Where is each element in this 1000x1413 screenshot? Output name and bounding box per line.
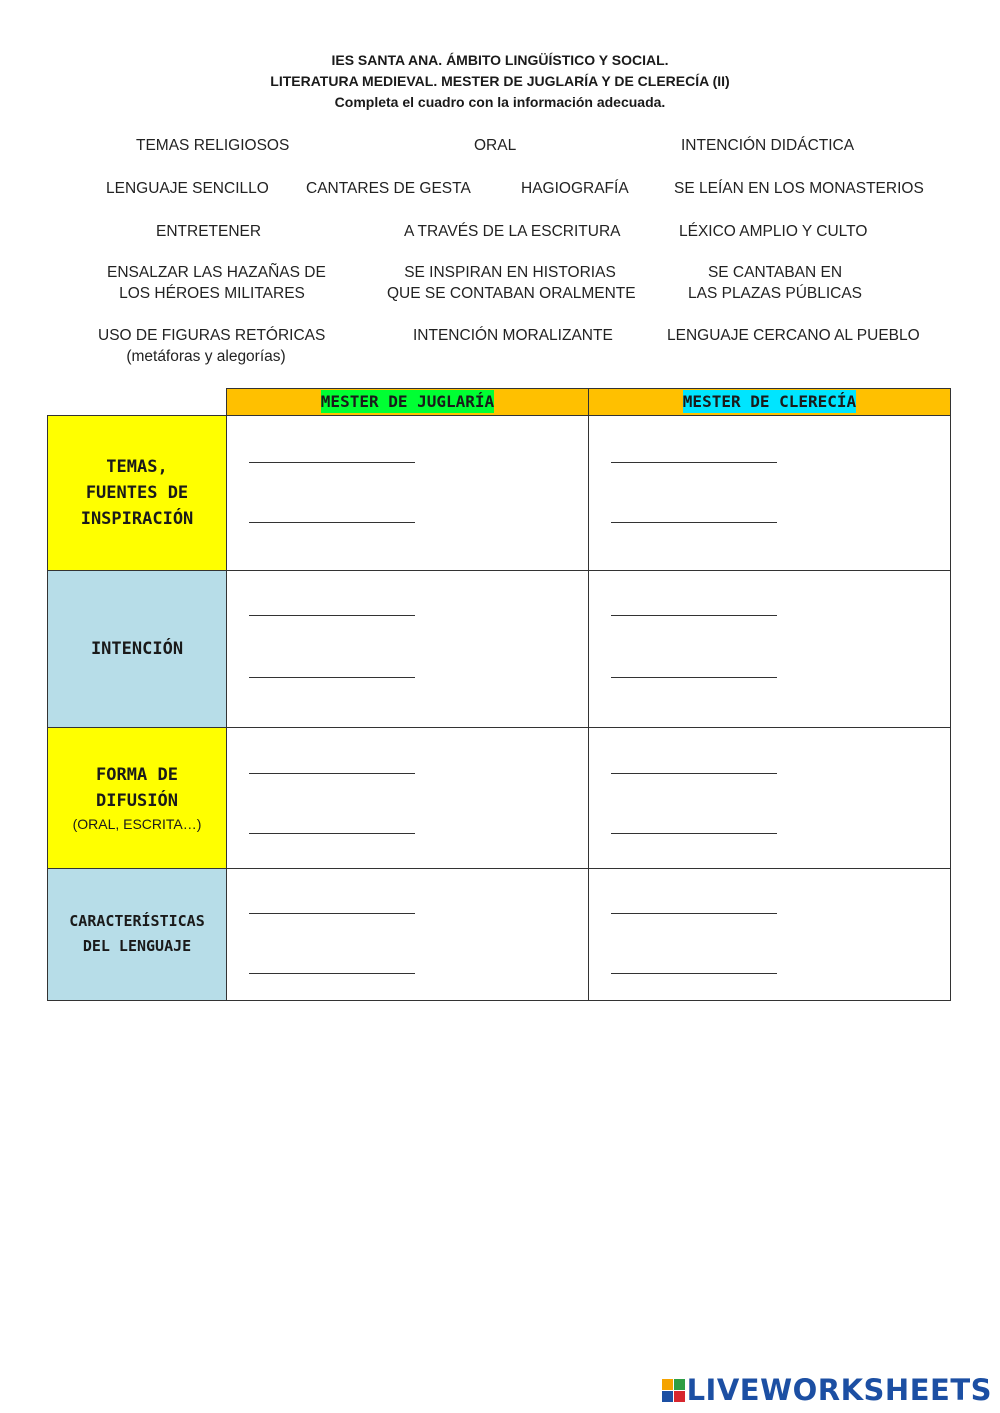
- header-instruction: Completa el cuadro con la información adecuada.: [334, 94, 666, 110]
- word-a-traves-escritura[interactable]: A TRAVÉS DE LA ESCRITURA: [404, 223, 621, 240]
- word-se-leian[interactable]: SE LEÍAN EN LOS MONASTERIOS: [674, 180, 924, 197]
- row-header-intencion: [48, 570, 227, 727]
- row-header-lenguaje: [48, 868, 227, 1000]
- drop-zone-juglaria-lenguaje[interactable]: [227, 868, 589, 1000]
- row-header-temas: [48, 415, 227, 570]
- row-header-temas-line2: FUENTES DE: [85, 482, 189, 503]
- word-lenguaje-sencillo[interactable]: LENGUAJE SENCILLO: [106, 180, 269, 197]
- word-hagiografia[interactable]: HAGIOGRAFÍA: [521, 180, 629, 197]
- answer-blank[interactable]: [611, 522, 777, 523]
- liveworksheets-logo: [662, 1373, 992, 1407]
- answer-blank[interactable]: [249, 973, 415, 974]
- table-row: [48, 868, 951, 1000]
- word-uso-figuras-line2: (metáforas y alegorías): [126, 348, 286, 365]
- word-se-inspiran-line1: SE INSPIRAN EN HISTORIAS: [404, 264, 616, 281]
- table-row: [48, 570, 951, 727]
- row-header-temas-line3: INSPIRACIÓN: [80, 508, 194, 529]
- drop-zone-clerecia-difusion[interactable]: [589, 727, 951, 868]
- row-header-lenguaje-line2: DEL LENGUAJE: [82, 937, 192, 955]
- answer-blank[interactable]: [611, 462, 777, 463]
- row-header-lenguaje-line1: CARACTERÍSTICAS: [69, 912, 205, 930]
- answer-blank[interactable]: [249, 462, 415, 463]
- word-intencion-didactica[interactable]: INTENCIÓN DIDÁCTICA: [681, 137, 855, 154]
- word-intencion-moralizante[interactable]: INTENCIÓN MORALIZANTE: [413, 327, 613, 344]
- word-temas-religiosos[interactable]: TEMAS RELIGIOSOS: [136, 137, 290, 154]
- classification-table: [47, 388, 951, 1001]
- answer-blank[interactable]: [249, 913, 415, 914]
- word-uso-figuras-line1: USO DE FIGURAS RETÓRICAS: [98, 327, 326, 344]
- drop-zone-juglaria-difusion[interactable]: [227, 727, 589, 868]
- drop-zone-clerecia-temas[interactable]: [589, 415, 951, 570]
- word-ensalzar-line2: LOS HÉROES MILITARES: [119, 285, 305, 302]
- drop-zone-clerecia-intencion[interactable]: [589, 570, 951, 727]
- word-se-cantaban[interactable]: [688, 262, 862, 304]
- drop-zone-clerecia-lenguaje[interactable]: [589, 868, 951, 1000]
- drop-zone-juglaria-temas[interactable]: [227, 415, 589, 570]
- column-header-juglaria: [227, 389, 589, 416]
- word-se-inspiran-line2: QUE SE CONTABAN ORALMENTE: [387, 285, 636, 302]
- word-lenguaje-cercano[interactable]: LENGUAJE CERCANO AL PUEBLO: [667, 327, 920, 344]
- row-header-difusion-line1: FORMA DE: [96, 764, 178, 785]
- answer-blank[interactable]: [611, 973, 777, 974]
- answer-blank[interactable]: [611, 773, 777, 774]
- row-header-temas-line1: TEMAS,: [106, 456, 168, 477]
- answer-blank[interactable]: [249, 615, 415, 616]
- word-ensalzar-hazanas[interactable]: [107, 262, 326, 304]
- liveworksheets-wordmark: LIVEWORKSHEETS: [686, 1373, 992, 1407]
- table-corner: [48, 389, 227, 416]
- row-header-intencion-line1: INTENCIÓN: [90, 638, 184, 659]
- table-row: [48, 727, 951, 868]
- worksheet-header: [0, 50, 1000, 113]
- word-oral[interactable]: ORAL: [474, 137, 517, 154]
- answer-blank[interactable]: [249, 522, 415, 523]
- word-se-cantaban-line1: SE CANTABAN EN: [707, 264, 843, 281]
- word-lexico-amplio[interactable]: LÉXICO AMPLIO Y CULTO: [679, 223, 868, 240]
- word-se-cantaban-line2: LAS PLAZAS PÚBLICAS: [688, 285, 863, 302]
- header-topic: LITERATURA MEDIEVAL. MESTER DE JUGLARÍA Y DE CLERECÍA (II): [270, 73, 730, 89]
- word-cantares-de-gesta[interactable]: CANTARES DE GESTA: [306, 180, 471, 197]
- column-header-clerecia: [589, 389, 951, 416]
- word-entretener[interactable]: ENTRETENER: [156, 223, 262, 240]
- liveworksheets-mark-icon: [662, 1379, 685, 1402]
- row-header-difusion-note: (ORAL, ESCRITA…): [72, 815, 202, 832]
- row-header-difusion-line2: DIFUSIÓN: [96, 790, 178, 811]
- answer-blank[interactable]: [611, 833, 777, 834]
- answer-blank[interactable]: [611, 913, 777, 914]
- answer-blank[interactable]: [249, 773, 415, 774]
- header-school: IES SANTA ANA. ÁMBITO LINGÜÍSTICO Y SOCIAL.: [331, 52, 669, 68]
- answer-blank[interactable]: [611, 615, 777, 616]
- answer-blank[interactable]: [249, 833, 415, 834]
- word-ensalzar-line1: ENSALZAR LAS HAZAÑAS DE: [107, 264, 326, 281]
- drop-zone-juglaria-intencion[interactable]: [227, 570, 589, 727]
- column-header-juglaria-label: MESTER DE JUGLARÍA: [320, 392, 495, 412]
- word-uso-figuras[interactable]: [98, 325, 326, 367]
- answer-blank[interactable]: [249, 677, 415, 678]
- row-header-difusion: [48, 727, 227, 868]
- answer-blank[interactable]: [611, 677, 777, 678]
- word-se-inspiran[interactable]: [387, 262, 636, 304]
- column-header-clerecia-label: MESTER DE CLERECÍA: [682, 392, 857, 412]
- table-row: [48, 415, 951, 570]
